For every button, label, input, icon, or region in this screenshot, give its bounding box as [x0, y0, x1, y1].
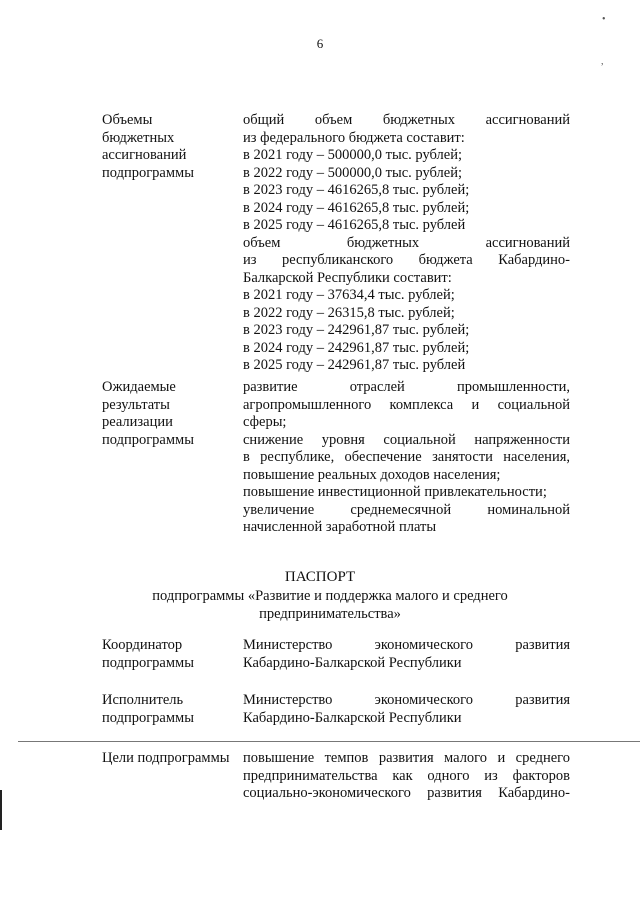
- text-line: в 2025 году – 242961,87 тыс. рублей: [243, 357, 466, 373]
- scan-divider-line: [18, 741, 640, 742]
- text-line: в республике, обеспечение занятости населения,: [243, 449, 570, 465]
- text-line: в 2025 году – 4616265,8 тыс. рублей: [243, 217, 466, 233]
- text-line: Балкарской Республики составит:: [243, 269, 452, 286]
- text-line: объем бюджетных ассигнований: [243, 234, 570, 251]
- label-line: бюджетных: [102, 129, 175, 146]
- budget-label: [102, 112, 238, 182]
- label-line: Объемы: [102, 112, 153, 128]
- text-line: в 2023 году – 4616265,8 тыс. рублей;: [243, 182, 470, 198]
- text-line: общий объем бюджетных ассигнований: [243, 112, 570, 128]
- page-number: 6: [316, 36, 324, 51]
- results-text: [243, 379, 570, 537]
- label-line: подпрограммы: [102, 164, 194, 181]
- label-line: подпрограммы: [102, 654, 194, 671]
- text-line: развитие отраслей промышленности,: [243, 379, 570, 395]
- text-line: Министерство экономического развития: [243, 692, 570, 708]
- text-line: в 2021 году – 500000,0 тыс. рублей;: [243, 147, 463, 163]
- label-line: Координатор: [102, 637, 183, 653]
- text-line: Кабардино-Балкарской Республики: [243, 709, 462, 726]
- text-line: из федерального бюджета составит:: [243, 129, 465, 146]
- text-line: повышение инвестиционной привлекательности;: [243, 484, 547, 500]
- text-line: в 2022 году – 26315,8 тыс. рублей;: [243, 304, 455, 321]
- label-line: реализации: [102, 414, 173, 430]
- executor-text: [243, 692, 570, 727]
- label-line: подпрограммы: [102, 431, 194, 448]
- goals-label: [102, 750, 238, 768]
- label-line: результаты: [102, 396, 170, 413]
- executor-label: [102, 692, 238, 727]
- results-label: [102, 379, 238, 449]
- text-line: увеличение среднемесячной номинальной: [243, 501, 570, 518]
- text-line: агропромышленного комплекса и социальной: [243, 396, 570, 413]
- text-line: в 2024 году – 4616265,8 тыс. рублей;: [243, 199, 470, 216]
- passport-title: ПАСПОРТ: [284, 569, 356, 585]
- text-line: в 2024 году – 242961,87 тыс. рублей;: [243, 339, 470, 356]
- text-line: Кабардино-Балкарской Республики: [243, 654, 462, 671]
- budget-text: [243, 112, 570, 375]
- text-line: в 2023 году – 242961,87 тыс. рублей;: [243, 322, 470, 338]
- text-line: сферы;: [243, 414, 287, 430]
- text-line: Министерство экономического развития: [243, 637, 570, 653]
- goals-text: [243, 750, 570, 803]
- text-line: в 2021 году – 37634,4 тыс. рублей;: [243, 287, 455, 303]
- text-line: социально-экономического развития Кабардино-: [243, 785, 570, 801]
- scan-edge-mark: [0, 790, 2, 830]
- text-line: в 2022 году – 500000,0 тыс. рублей;: [243, 164, 463, 181]
- text-line: повышение реальных доходов населения;: [243, 466, 501, 483]
- scan-speck: •: [602, 14, 606, 25]
- label-line: ассигнований: [102, 147, 187, 163]
- text-line: снижение уровня социальной напряженности: [243, 431, 570, 448]
- text-line: предпринимательства как одного из факторов: [243, 767, 570, 784]
- label-line: Цели подпрограммы: [102, 750, 230, 766]
- text-line: повышение темпов развития малого и среднего: [243, 750, 570, 766]
- coordinator-label: [102, 637, 238, 672]
- label-line: подпрограммы: [102, 709, 194, 726]
- label-line: Исполнитель: [102, 692, 184, 708]
- text-line: начисленной заработной платы: [243, 519, 437, 535]
- passport-subtitle: подпрограммы «Развитие и поддержка малого и среднего предпринимательства»: [152, 588, 508, 622]
- scan-speck: ,: [601, 56, 604, 67]
- label-line: Ожидаемые: [102, 379, 176, 395]
- coordinator-text: [243, 637, 570, 672]
- text-line: из республиканского бюджета Кабардино-: [243, 252, 570, 268]
